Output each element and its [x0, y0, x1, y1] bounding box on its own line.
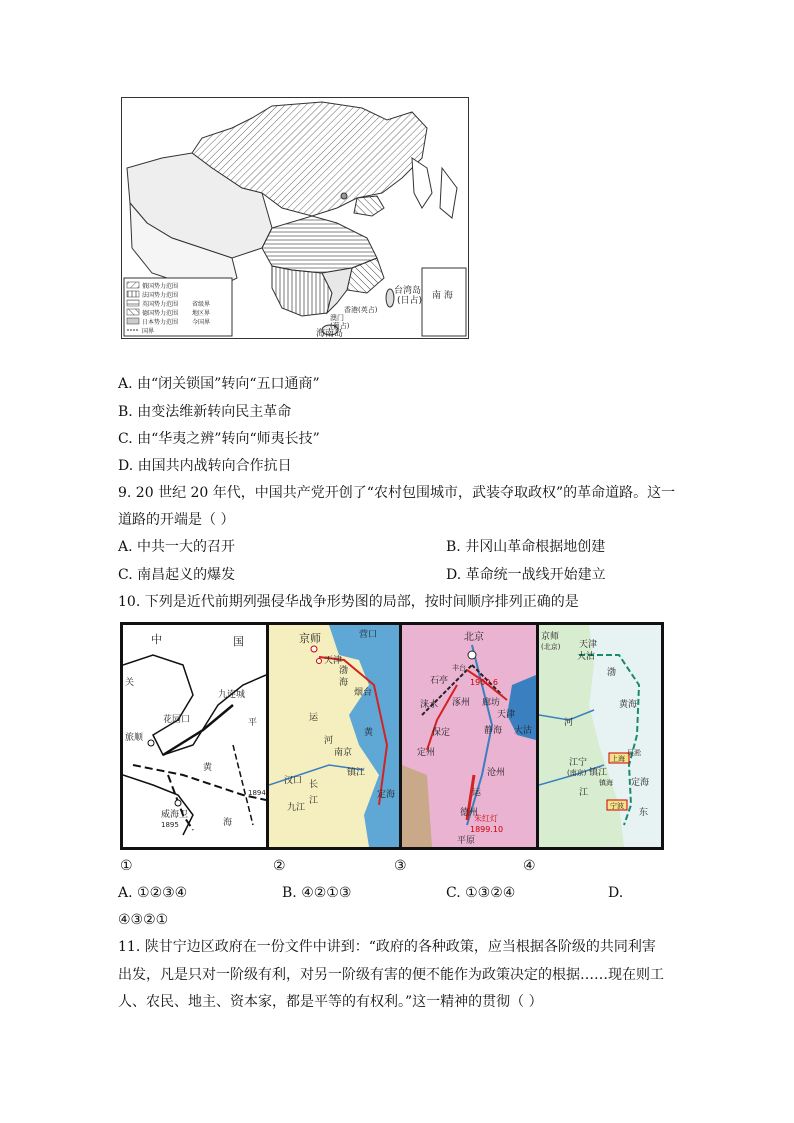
macau-sub-label: (葡占): [330, 322, 350, 330]
lushun-dot: [148, 740, 154, 746]
map2-hankou: 汉口: [284, 776, 303, 786]
map3-date1: 1900.6: [470, 678, 498, 687]
legend2-0: 省级界: [192, 301, 211, 308]
taiwan-label: 台湾岛: [394, 286, 422, 296]
map2-bo: 渤: [339, 666, 349, 676]
map3-dezhou: 德州: [460, 808, 479, 818]
map1-guan: 关: [125, 678, 135, 688]
map4-zhenhai: 镇海: [599, 779, 613, 787]
map1-jiulian: 九连城: [218, 690, 246, 700]
map1-year1: 1895: [161, 821, 179, 829]
q10-option-c: C. ①③②④: [446, 885, 516, 901]
korea-outline: [412, 158, 432, 208]
map4-jiang: 江: [579, 788, 589, 798]
map2-yingkou: 营口: [359, 630, 378, 640]
map2-jiujiang: 九江: [287, 803, 306, 813]
map4-shanghai: 上海: [611, 755, 625, 763]
q11-stem-line2: 出发，凡是只对一阶级有利，对另一阶级有害的便不能作为政策决定的根据……现在则工: [118, 967, 664, 983]
war-map-3: [399, 622, 539, 850]
q11-stem-line1: 11. 陕甘宁边区政府在一份文件中讲到：“政府的各种政策，应当根据各阶级的共同利害: [118, 939, 656, 955]
map3-zhuhongdeng: 朱红灯: [474, 814, 498, 823]
legend2-1: 地区界: [192, 310, 211, 317]
map4-nanjing: (南京): [567, 769, 587, 777]
map4-beijing: (北京): [541, 643, 561, 651]
map4-huanghai: 黄海: [619, 700, 638, 710]
q10-option-d-text: ④③②①: [118, 912, 169, 928]
map4-bo: 渤: [607, 668, 617, 678]
q9-stem-line1: 9. 20 世纪 20 年代，中国共产党开创了“农村包围城市，武装夺取政权”的革命道路。这一: [118, 485, 676, 501]
map4-zhenjiang: 镇江: [589, 768, 608, 778]
spheres-of-influence-map: [121, 97, 469, 339]
q9-stem-line2: 道路的开端是（ ）: [118, 512, 235, 528]
map1-hai: 海: [223, 818, 233, 828]
map4-ningbo: 宁波: [610, 802, 624, 810]
weihaiwei-dot: [175, 800, 181, 806]
macau-label: 澳门: [330, 314, 344, 322]
map4-tianjin: 天津: [579, 640, 598, 650]
map1-zhong: 中: [151, 633, 162, 646]
spheres-map-svg: [122, 98, 468, 338]
q8-option-a: A. 由“闭关锁国”转向“五口通商”: [118, 376, 320, 392]
map4-jiangning: 江宁: [569, 758, 588, 768]
legend-1: 法国势力范围: [142, 292, 179, 299]
map2-yantai: 烟台: [354, 688, 373, 698]
map3-date2: 1899.10: [470, 825, 504, 834]
q8-option-c: C. 由“华夷之辨”转向“师夷长技”: [118, 431, 320, 447]
map2-he: 河: [324, 736, 334, 746]
q8-option-b: B. 由变法维新转向民主革命: [118, 404, 292, 420]
map3-baoding: 保定: [432, 728, 451, 738]
taiwan-sub-label: (日占): [397, 296, 423, 306]
legend-4: 日本势力范围: [142, 319, 179, 326]
q11-stem-line3: 人、农民、地主、资本家，都是平等的有权利。”这一精神的贯彻（ ）: [118, 994, 543, 1010]
legend-5: 国界: [142, 328, 155, 335]
map1-year2: 1894: [248, 789, 266, 797]
map1-huayuankou: 花园口: [163, 715, 191, 725]
q10-stem: 10. 下列是近代前期列强侵华战争形势图的局部，按时间顺序排列正确的是: [118, 594, 579, 610]
map1-huang: 黄: [203, 763, 213, 773]
map3-beijing: 北京: [464, 632, 484, 643]
war-map-1-svg: [123, 625, 266, 847]
war-map-2-svg: [269, 625, 399, 847]
q9-option-b: B. 井冈山革命根据地创建: [446, 539, 606, 555]
map3-zhuozhou: 涿州: [452, 698, 471, 708]
coastline-1: [123, 655, 266, 755]
war-map-1: [120, 622, 269, 850]
map3-shixin: 石亭: [430, 676, 449, 686]
beijing-dot: [341, 193, 347, 199]
south-sea-inset: [422, 268, 466, 336]
legend-0: 俄国势力范围: [142, 283, 179, 290]
map1-lushun: 旅顺: [125, 733, 144, 743]
map-number-4: ④: [523, 858, 536, 874]
map3-pingyuan: 平原: [457, 836, 476, 846]
south-sea-label: 南 海: [432, 291, 453, 301]
map3-dagu: 大沽: [514, 726, 533, 736]
map3-tianjin: 天津: [497, 710, 516, 720]
map-number-3: ③: [394, 858, 407, 874]
map4-he: 河: [564, 718, 574, 728]
map2-dinghai: 定海: [377, 790, 396, 800]
coastline-2: [123, 775, 193, 835]
jingshi-dot: [311, 646, 317, 652]
map-number-1: ①: [120, 858, 133, 874]
map2-yun: 运: [309, 713, 319, 723]
map3-dingzhou: 定州: [417, 748, 436, 758]
map2-chang: 长: [309, 780, 319, 790]
legend-3: 德国势力范围: [142, 310, 179, 317]
q8-option-d: D. 由国共内战转向合作抗日: [118, 458, 292, 474]
map4-jingshi: 京师: [541, 632, 560, 642]
map1-ping: 平: [248, 718, 258, 728]
highlands: [402, 765, 432, 847]
war-map-4-svg: [539, 625, 661, 847]
q10-option-a: A. ①②③④: [118, 885, 188, 901]
q9-option-d: D. 革命统一战线开始建立: [446, 567, 606, 583]
map2-zhenjiang: 镇江: [347, 768, 366, 778]
map1-guo: 国: [233, 635, 244, 648]
war-map-2: [266, 622, 402, 850]
map2-nanjing: 南京: [334, 748, 353, 758]
war-map-4: [536, 622, 664, 850]
map3-cangzhou: 沧州: [487, 768, 506, 778]
beijing-dot: [468, 651, 476, 659]
taiwan-island: [386, 289, 394, 307]
map3-yun: 运: [472, 788, 482, 798]
map4-dong: 东: [639, 808, 649, 818]
hongkong-label: 香港(英占): [344, 306, 378, 314]
legend-2: 英国势力范围: [142, 301, 179, 308]
map-number-2: ②: [273, 858, 286, 874]
route-line-4: [233, 745, 253, 825]
tianjin-dot: [317, 659, 322, 664]
map3-fengtai: 丰台: [452, 664, 466, 672]
map3-langfang: 廊坊: [482, 698, 501, 708]
hainan-label: 海南岛: [316, 329, 344, 338]
route-line-2: [133, 765, 266, 800]
q10-option-b: B. ④②①③: [282, 885, 352, 901]
q9-option-c: C. 南昌起义的爆发: [118, 567, 236, 583]
route-line-1: [163, 705, 233, 755]
map2-jingshi: 京师: [299, 632, 321, 645]
map3-jinghai: 静海: [484, 726, 503, 736]
war-map-3-svg: [402, 625, 536, 847]
map2-huang: 黄: [364, 728, 374, 738]
germany-sphere-region: [354, 196, 384, 216]
japan-outline: [440, 168, 457, 218]
q9-option-a: A. 中共一大的召开: [118, 539, 236, 555]
legend2-2: 今国界: [192, 319, 211, 326]
map3-zhuozhou-label: 涞水: [420, 700, 439, 710]
q10-option-d: D.: [608, 885, 624, 901]
map2-hai: 海: [339, 678, 349, 688]
map2-tianjin: 天津: [324, 656, 343, 666]
map1-weihaiwei: 威海卫: [161, 810, 189, 820]
map4-dinghai: 定海: [631, 778, 650, 788]
map2-jiang: 江: [309, 796, 319, 806]
map4-dagu: 大沽: [577, 652, 596, 662]
map4-wusong: 吴淞: [627, 749, 641, 757]
